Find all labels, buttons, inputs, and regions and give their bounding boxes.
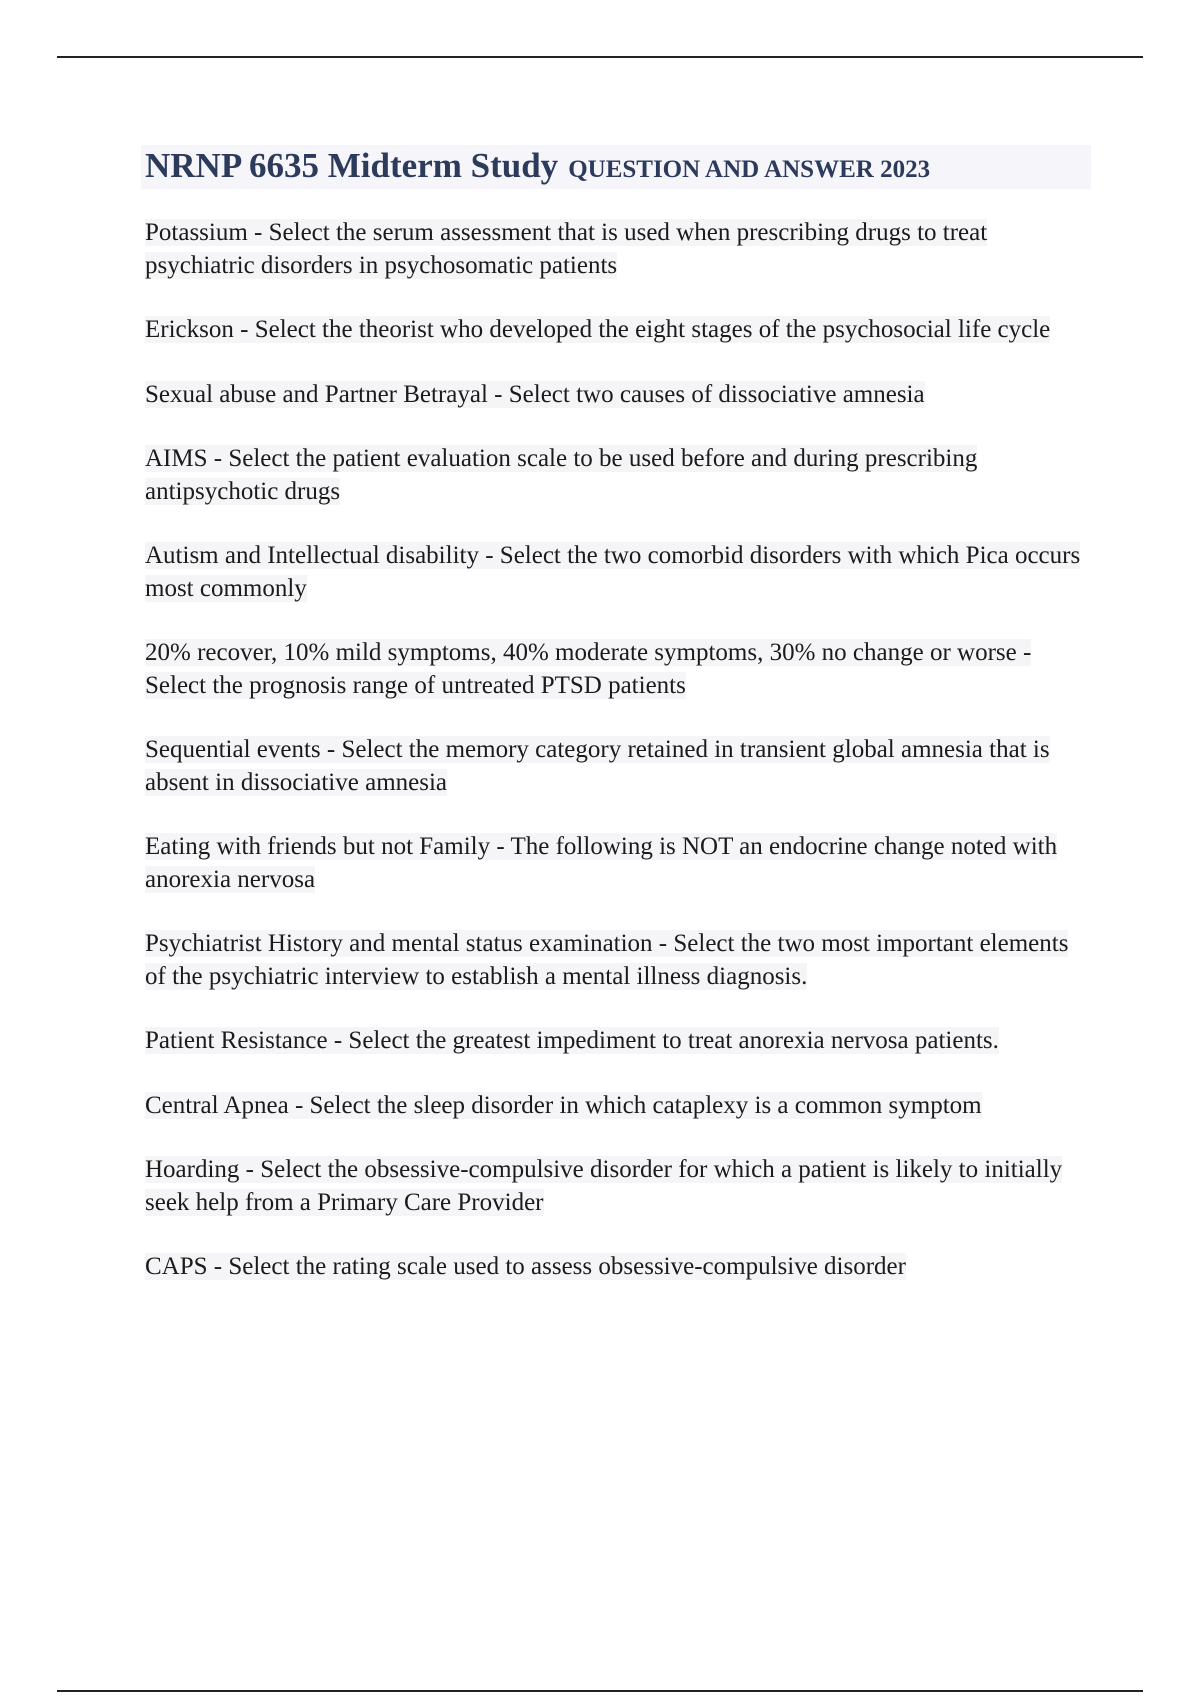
qa-item-text: 20% recover, 10% mild symptoms, 40% moderate symptoms, 30% no change or worse - Select the prognosis range of untreated PTSD patients	[145, 639, 1032, 699]
bottom-rule	[57, 1690, 1143, 1692]
qa-item-text: Autism and Intellectual disability - Select the two comorbid disorders with which Pica occurs most commonly	[145, 542, 1081, 602]
qa-item	[145, 928, 1095, 993]
qa-item	[145, 379, 1095, 412]
qa-item-text: Erickson - Select the theorist who developed the eight stages of the psychosocial life cycle	[145, 316, 1051, 343]
qa-item-text: AIMS - Select the patient evaluation scale to be used before and during prescribing antipsychotic drugs	[145, 445, 978, 505]
qa-item	[145, 831, 1095, 896]
qa-item	[145, 1025, 1095, 1058]
qa-item-text: Sexual abuse and Partner Betrayal - Select two causes of dissociative amnesia	[145, 380, 925, 408]
qa-item-text: Patient Resistance - Select the greatest impediment to treat anorexia nervosa patients.	[145, 1027, 999, 1054]
page-title	[145, 146, 930, 186]
qa-item-text: Sequential events - Select the memory category retained in transient global amnesia that is absent in dissociative amnesia	[145, 736, 1050, 796]
qa-item-text: Central Apnea - Select the sleep disorder in which cataplexy is a common symptom	[145, 1091, 982, 1119]
qa-item	[145, 1154, 1095, 1219]
qa-item-text: Psychiatrist History and mental status examination - Select the two most important elements of the psychiatric interview to establish a mental illness diagnosis.	[145, 930, 1069, 990]
qa-item-text: Eating with friends but not Family - The following is NOT an endocrine change noted with anorexia nervosa	[145, 833, 1058, 893]
qa-item	[145, 1251, 1095, 1284]
title-main: NRNP 6635 Midterm Study	[145, 146, 559, 185]
title-subtitle: QUESTION AND ANSWER 2023	[568, 156, 931, 183]
qa-item	[145, 443, 1095, 508]
top-rule	[57, 56, 1143, 58]
qa-item-text: Hoarding - Select the obsessive-compulsive disorder for which a patient is likely to initially seek help from a Primary Care Provider	[145, 1156, 1063, 1216]
qa-item	[145, 1090, 1095, 1123]
qa-list	[145, 217, 1095, 1316]
qa-item	[145, 217, 1095, 282]
qa-item-text: CAPS - Select the rating scale used to assess obsessive-compulsive disorder	[145, 1253, 906, 1280]
qa-item-text: Potassium - Select the serum assessment that is used when prescribing drugs to treat psychiatric disorders in psychosomatic patients	[145, 219, 988, 279]
qa-item	[145, 734, 1095, 799]
qa-item	[145, 314, 1095, 347]
qa-item	[145, 637, 1095, 702]
qa-item	[145, 540, 1095, 605]
